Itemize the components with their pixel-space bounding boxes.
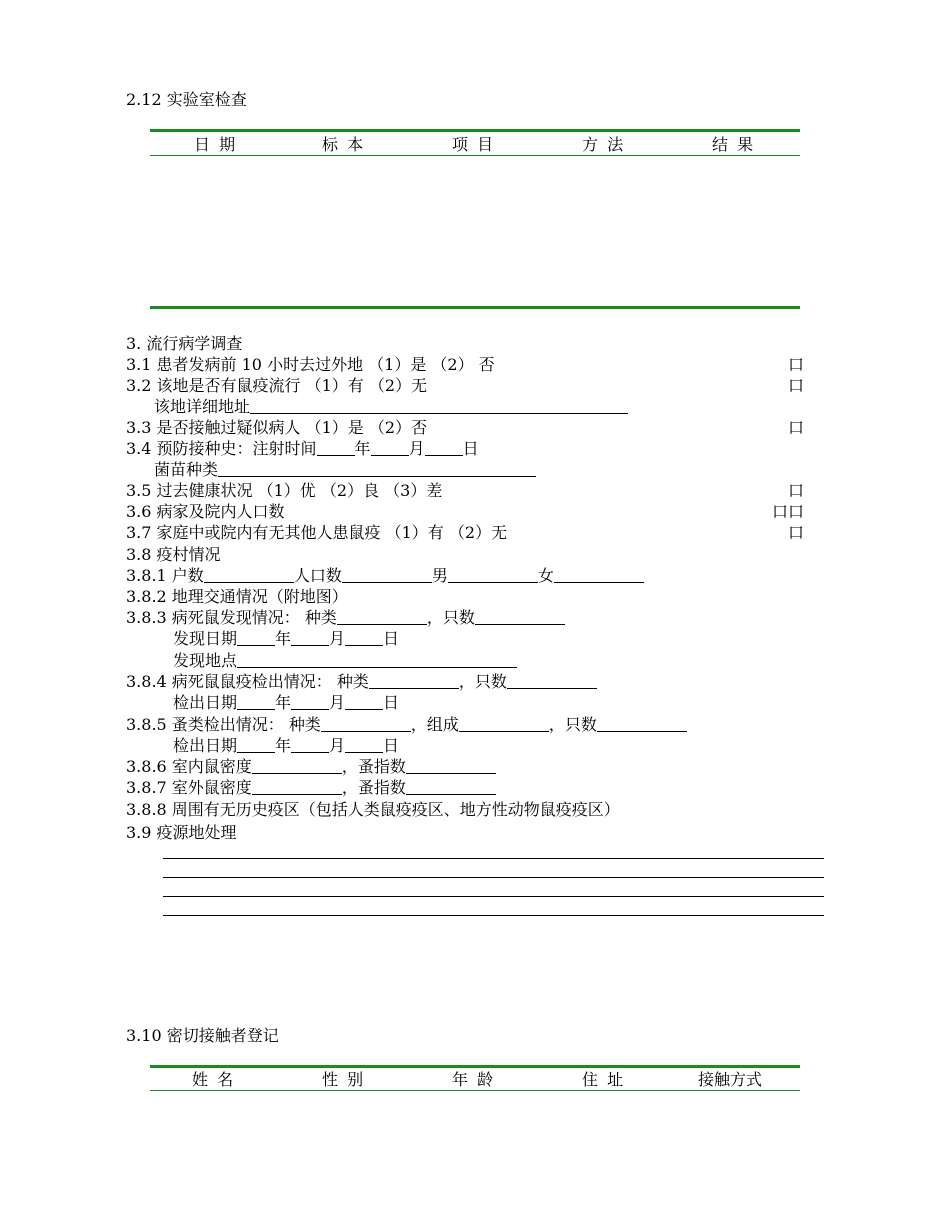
contacts-col-age: 年 龄 <box>452 1070 496 1089</box>
day-label: 日 <box>462 439 479 458</box>
year-label: 年 <box>275 736 292 755</box>
q3-3: 3.3 是否接触过疑似病人 （1）是 （2）否 <box>126 418 428 437</box>
q3-9-line-4[interactable] <box>163 915 824 916</box>
q3-1-checkbox[interactable]: 口 <box>787 355 804 374</box>
year-label: 年 <box>354 439 371 458</box>
q3-8-1-row <box>126 566 644 586</box>
households-field[interactable] <box>204 566 294 583</box>
q3-4-vaccine-row <box>154 460 536 480</box>
male-field[interactable] <box>448 566 538 583</box>
q3-8-4-date-row <box>173 693 399 713</box>
q3-8: 3.8 疫村情况 <box>126 545 221 564</box>
detect-year-field[interactable] <box>237 693 275 710</box>
lab-table-bottom-rule <box>150 306 800 309</box>
q3-8-5-composition-field[interactable] <box>459 715 549 732</box>
contacts-col-address: 住 址 <box>582 1070 626 1089</box>
q3-8-4-species-field[interactable] <box>369 672 459 689</box>
q3-2-address-field[interactable] <box>250 397 628 414</box>
lab-col-date: 日 期 <box>194 135 238 154</box>
q3-4-label: 3.4 预防接种史：注射时间 <box>126 439 317 458</box>
month-label: 月 <box>408 439 425 458</box>
flea-index-label: ，蚤指数 <box>341 757 406 776</box>
q3-8-7-label: 3.8.7 室外鼠密度 <box>126 778 252 797</box>
q3-2-checkbox[interactable]: 口 <box>787 376 804 395</box>
outdoor-density-field[interactable] <box>252 778 342 795</box>
lab-col-method: 方 法 <box>582 135 626 154</box>
q3-3-checkbox[interactable]: 口 <box>787 418 804 437</box>
q3-4-row <box>126 439 479 459</box>
detect-month-field[interactable] <box>291 693 329 710</box>
q3-8-6-row <box>126 757 496 777</box>
q3-8-3-species-field[interactable] <box>337 608 427 625</box>
q3-8-5-label: 3.8.5 蚤类检出情况： 种类 <box>126 715 321 734</box>
lab-col-result: 结 果 <box>712 135 756 154</box>
contacts-col-contact-mode: 接触方式 <box>698 1070 763 1089</box>
contacts-col-name: 姓 名 <box>192 1070 236 1089</box>
section-title-epi: 3. 流行病学调查 <box>126 334 243 353</box>
lab-col-item: 项 目 <box>452 135 496 154</box>
male-label: 男 <box>431 566 448 585</box>
day-label: 日 <box>383 693 400 712</box>
q3-9-line-1[interactable] <box>163 858 824 859</box>
detect-date-label: 检出日期 <box>173 693 238 712</box>
q3-4-vaccine-label: 菌苗种类 <box>154 460 219 479</box>
female-label: 女 <box>537 566 554 585</box>
q3-2: 3.2 该地是否有鼠疫流行 （1）有 （2）无 <box>126 376 428 395</box>
outdoor-flea-index-field[interactable] <box>406 778 496 795</box>
q3-1: 3.1 患者发病前 10 小时去过外地 （1）是 （2） 否 <box>126 355 495 374</box>
q3-4-day-field[interactable] <box>425 439 463 456</box>
q3-8-4-label: 3.8.4 病死鼠鼠疫检出情况： 种类 <box>126 672 369 691</box>
q3-8-2: 3.8.2 地理交通情况（附地图） <box>126 587 348 606</box>
flea-month-field[interactable] <box>291 736 329 753</box>
month-label: 月 <box>329 693 346 712</box>
flea-year-field[interactable] <box>237 736 275 753</box>
q3-8-5-species-field[interactable] <box>321 715 411 732</box>
composition-label: ，组成 <box>410 715 459 734</box>
q3-4-month-field[interactable] <box>371 439 409 456</box>
month-label: 月 <box>329 629 346 648</box>
lab-table-top-rule <box>150 129 800 132</box>
count-label: ，只数 <box>458 672 507 691</box>
flea-index-label: ，蚤指数 <box>341 778 406 797</box>
year-label: 年 <box>275 629 292 648</box>
q3-8-5-row <box>126 715 687 735</box>
flea-day-field[interactable] <box>345 736 383 753</box>
found-date-label: 发现日期 <box>173 629 238 648</box>
contacts-table-top-rule <box>150 1065 800 1068</box>
contacts-col-sex: 性 别 <box>322 1070 366 1089</box>
q3-8-3-place-row <box>173 651 517 671</box>
q3-9-line-3[interactable] <box>163 896 824 897</box>
q3-7: 3.7 家庭中或院内有无其他人患鼠疫 （1）有 （2）无 <box>126 523 508 542</box>
q3-8-3-row <box>126 608 565 628</box>
q3-5: 3.5 过去健康状况 （1）优 （2）良 （3）差 <box>126 481 443 500</box>
q3-9-line-2[interactable] <box>163 877 824 878</box>
population-label: 人口数 <box>293 566 342 585</box>
q3-2-address-row <box>154 397 628 417</box>
count-label: ，只数 <box>426 608 475 627</box>
lab-table-header <box>150 135 800 155</box>
q3-9: 3.9 疫源地处理 <box>126 823 237 842</box>
found-month-field[interactable] <box>291 629 329 646</box>
contacts-table-header-rule <box>150 1090 800 1091</box>
q3-7-checkbox[interactable]: 口 <box>787 523 804 542</box>
q3-8-7-row <box>126 778 496 798</box>
contacts-table-header <box>150 1070 800 1090</box>
q3-8-3-label: 3.8.3 病死鼠发现情况： 种类 <box>126 608 337 627</box>
population-field[interactable] <box>342 566 432 583</box>
day-label: 日 <box>383 629 400 648</box>
q3-8-5-count-field[interactable] <box>597 715 687 732</box>
count-label: ，只数 <box>548 715 597 734</box>
section-title-lab: 2.12 实验室检查 <box>126 90 247 109</box>
detect-date-label: 检出日期 <box>173 736 238 755</box>
q3-8-4-count-field[interactable] <box>507 672 597 689</box>
q3-8-8: 3.8.8 周围有无历史疫区（包括人类鼠疫疫区、地方性动物鼠疫疫区） <box>126 800 620 819</box>
found-year-field[interactable] <box>237 629 275 646</box>
q3-6: 3.6 病家及院内人口数 <box>126 502 285 521</box>
found-place-field[interactable] <box>237 651 517 668</box>
q3-8-4-row <box>126 672 597 692</box>
section-title-contacts: 3.10 密切接触者登记 <box>126 1026 279 1045</box>
month-label: 月 <box>329 736 346 755</box>
day-label: 日 <box>383 736 400 755</box>
found-place-label: 发现地点 <box>173 651 238 670</box>
q3-8-1-label: 3.8.1 户数 <box>126 566 204 585</box>
q3-4-vaccine-field[interactable] <box>218 460 536 477</box>
detect-day-field[interactable] <box>345 693 383 710</box>
indoor-density-field[interactable] <box>252 757 342 774</box>
q3-8-5-date-row <box>173 736 399 756</box>
q3-8-3-date-row <box>173 629 399 649</box>
lab-table-header-rule <box>150 155 800 156</box>
q3-8-6-label: 3.8.6 室内鼠密度 <box>126 757 252 776</box>
q3-4-year-field[interactable] <box>317 439 355 456</box>
q3-6-checkboxes[interactable]: 口口 <box>771 502 804 521</box>
female-field[interactable] <box>554 566 644 583</box>
q3-5-checkbox[interactable]: 口 <box>787 481 804 500</box>
found-day-field[interactable] <box>345 629 383 646</box>
q3-8-3-count-field[interactable] <box>475 608 565 625</box>
indoor-flea-index-field[interactable] <box>406 757 496 774</box>
year-label: 年 <box>275 693 292 712</box>
q3-2-address-label: 该地详细地址 <box>154 397 251 416</box>
lab-col-sample: 标 本 <box>322 135 366 154</box>
